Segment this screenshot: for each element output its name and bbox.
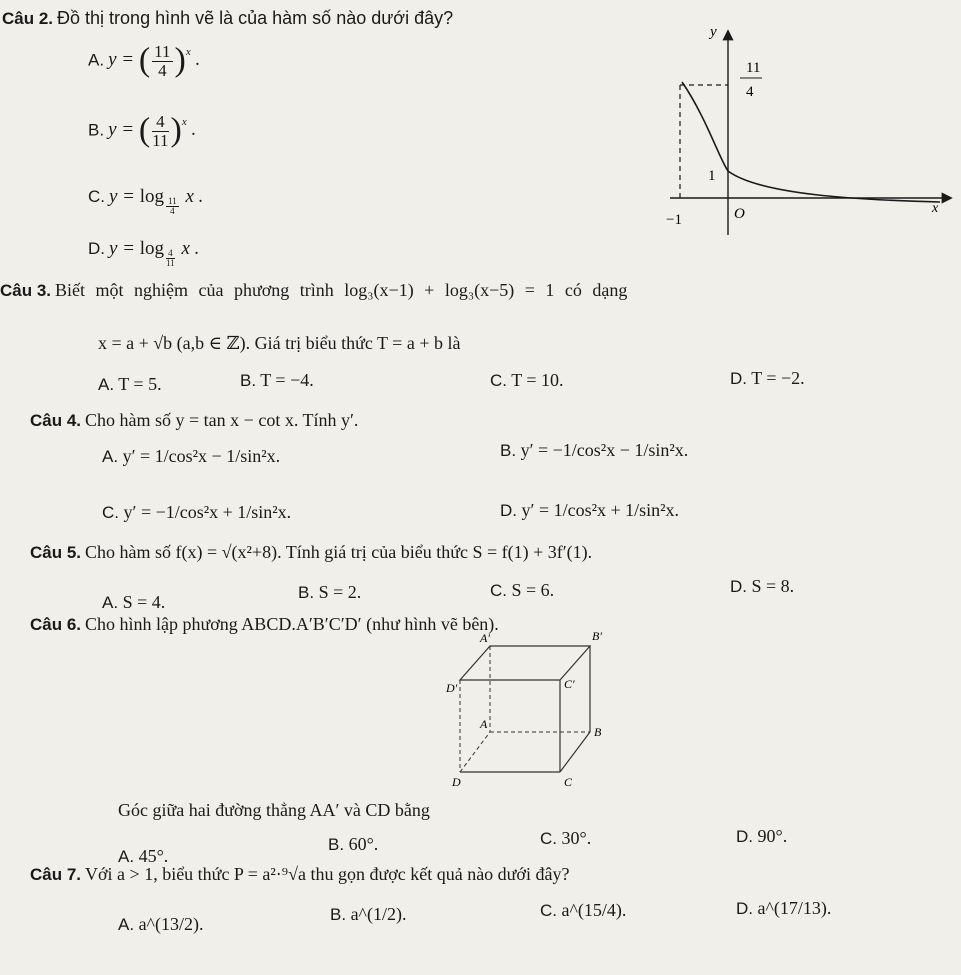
q3-option-c[interactable]: C. T = 10.: [490, 370, 564, 390]
q3-option-d-text: T = −2.: [751, 368, 805, 388]
q6-option-c[interactable]: C. 30°.: [540, 828, 592, 848]
q5-option-b[interactable]: B. S = 2.: [298, 582, 362, 602]
q7-label: Câu 7.: [30, 865, 82, 884]
q6-option-c-text: 30°.: [561, 828, 592, 848]
q5-option-c-text: S = 6.: [511, 580, 555, 600]
q2-option-b[interactable]: [88, 112, 196, 150]
q3-option-c-text: T = 10.: [511, 370, 564, 390]
q7-option-d[interactable]: D. a^(17/13).: [736, 898, 832, 918]
q4-option-a-text: y′ = 1/cos²x − 1/sin²x.: [122, 446, 281, 466]
graph-curve: [682, 82, 940, 202]
q2-label: Câu 2.: [2, 9, 54, 28]
q7-option-a[interactable]: A. a^(13/2).: [118, 914, 204, 934]
cube-label-b: B: [594, 725, 602, 739]
q2-option-c-formula: y = log $\frac{11}{4}$ x .: [109, 186, 204, 216]
q6-cube-figure: [440, 632, 620, 792]
cube-label-b-prime: B′: [592, 632, 602, 643]
q6-option-a[interactable]: A. 45°.: [118, 846, 169, 866]
q3-line2: x = a + √b (a,b ∈ ℤ). Giá trị biểu thức T = a + b là: [98, 333, 461, 353]
cube-label-d: D: [452, 775, 461, 789]
q2-option-d-label: D.: [88, 239, 105, 258]
q3-question: Biết một nghiệm của phương trình log₃(x−1) + log₃(x−5) = 1 có dạng: [55, 280, 628, 300]
q3-option-b-text: T = −4.: [260, 370, 314, 390]
q4-option-d-text: y′ = 1/cos²x + 1/sin²x.: [521, 500, 680, 520]
graph-x-neg: −1: [666, 212, 682, 228]
q6-option-b-text: 60°.: [348, 834, 379, 854]
q7-option-c[interactable]: C. a^(15/4).: [540, 900, 627, 920]
q6-option-a-text: 45°.: [138, 846, 169, 866]
q2-option-c[interactable]: [88, 186, 203, 216]
graph-x-label: x: [932, 201, 939, 216]
q2-option-b-formula: y = ( $\frac{4}{11}$ )$^x$ .: [108, 111, 197, 150]
q7-question: Với a > 1, biểu thức P = a²·⁹√a thu gọn được kết quả nào dưới đây?: [85, 864, 570, 884]
q7-stem: [30, 864, 569, 885]
q3-option-a-text: T = 5.: [118, 374, 162, 394]
q2-option-a-formula: y = ( $\frac{11}{4}$ )$^x$ .: [108, 41, 201, 80]
q3-option-d[interactable]: D. T = −2.: [730, 368, 805, 388]
q3-option-a[interactable]: A. T = 5.: [98, 374, 162, 394]
q6-option-b[interactable]: B. 60°.: [328, 834, 379, 854]
q4-option-b-text: y′ = −1/cos²x − 1/sin²x.: [520, 440, 689, 460]
cube-label-d-prime: D′: [446, 681, 458, 695]
q5-option-d[interactable]: D. S = 8.: [730, 576, 795, 596]
q6-stem: [30, 614, 499, 635]
cube-label-c: C: [564, 775, 573, 789]
q4-option-d[interactable]: D. y′ = 1/cos²x + 1/sin²x.: [500, 500, 680, 520]
q2-option-a[interactable]: [88, 42, 200, 80]
q3-option-b[interactable]: B. T = −4.: [240, 370, 314, 390]
cube-label-a: A: [480, 717, 488, 731]
q2-option-c-label: C.: [88, 187, 105, 206]
q4-label: Câu 4.: [30, 411, 82, 430]
q4-option-c-text: y′ = −1/cos²x + 1/sin²x.: [123, 502, 292, 522]
q6-label: Câu 6.: [30, 615, 82, 634]
graph-y-top-num: 11: [746, 60, 761, 76]
q7-option-d-text: a^(17/13).: [757, 898, 832, 918]
q4-option-a[interactable]: A. y′ = 1/cos²x − 1/sin²x.: [102, 446, 281, 466]
q2-option-a-label: A.: [88, 50, 105, 70]
q4-option-c[interactable]: C. y′ = −1/cos²x + 1/sin²x.: [102, 502, 292, 522]
q2-option-b-label: B.: [88, 120, 105, 140]
q2-question: Đồ thị trong hình vẽ là của hàm số nào dưới đây?: [57, 8, 454, 28]
cube-label-c-prime: C′: [564, 677, 575, 691]
graph-y-label: y: [710, 24, 717, 40]
q2-option-d-formula: y = log $\frac{4}{11}$ x .: [109, 238, 200, 268]
q3-label: Câu 3.: [0, 281, 52, 300]
graph-origin: O: [734, 206, 745, 222]
q7-option-a-text: a^(13/2).: [138, 914, 204, 934]
q6-line2: Góc giữa hai đường thẳng AA′ và CD bằng: [118, 800, 430, 820]
q2-stem: [2, 8, 453, 29]
q4-option-b[interactable]: B. y′ = −1/cos²x − 1/sin²x.: [500, 440, 689, 460]
q5-option-a-text: S = 4.: [122, 592, 166, 612]
q2-graph: [660, 20, 960, 240]
q4-question: Cho hàm số y = tan x − cot x. Tính y′.: [85, 410, 359, 430]
q7-option-b-text: a^(1/2).: [350, 904, 407, 924]
q5-option-b-text: S = 2.: [318, 582, 362, 602]
q6-question: Cho hình lập phương ABCD.A′B′C′D′ (như hình vẽ bên).: [85, 614, 499, 634]
q7-option-c-text: a^(15/4).: [561, 900, 627, 920]
q3-stem: [0, 280, 950, 301]
q5-label: Câu 5.: [30, 543, 82, 562]
q6-option-d-text: 90°.: [757, 826, 788, 846]
graph-y-top-den: 4: [746, 84, 754, 100]
q5-option-c[interactable]: C. S = 6.: [490, 580, 555, 600]
q4-stem: [30, 410, 358, 431]
q2-option-d[interactable]: [88, 238, 199, 268]
q6-option-d[interactable]: D. 90°.: [736, 826, 788, 846]
q5-question: Cho hàm số f(x) = √(x²+8). Tính giá trị của biểu thức S = f(1) + 3f′(1).: [85, 542, 593, 562]
q5-option-d-text: S = 8.: [751, 576, 795, 596]
q5-option-a[interactable]: A. S = 4.: [102, 592, 166, 612]
q5-stem: [30, 542, 592, 563]
cube-label-a-prime: A′: [480, 632, 490, 645]
q7-option-b[interactable]: B. a^(1/2).: [330, 904, 407, 924]
graph-y-one: 1: [708, 168, 716, 184]
